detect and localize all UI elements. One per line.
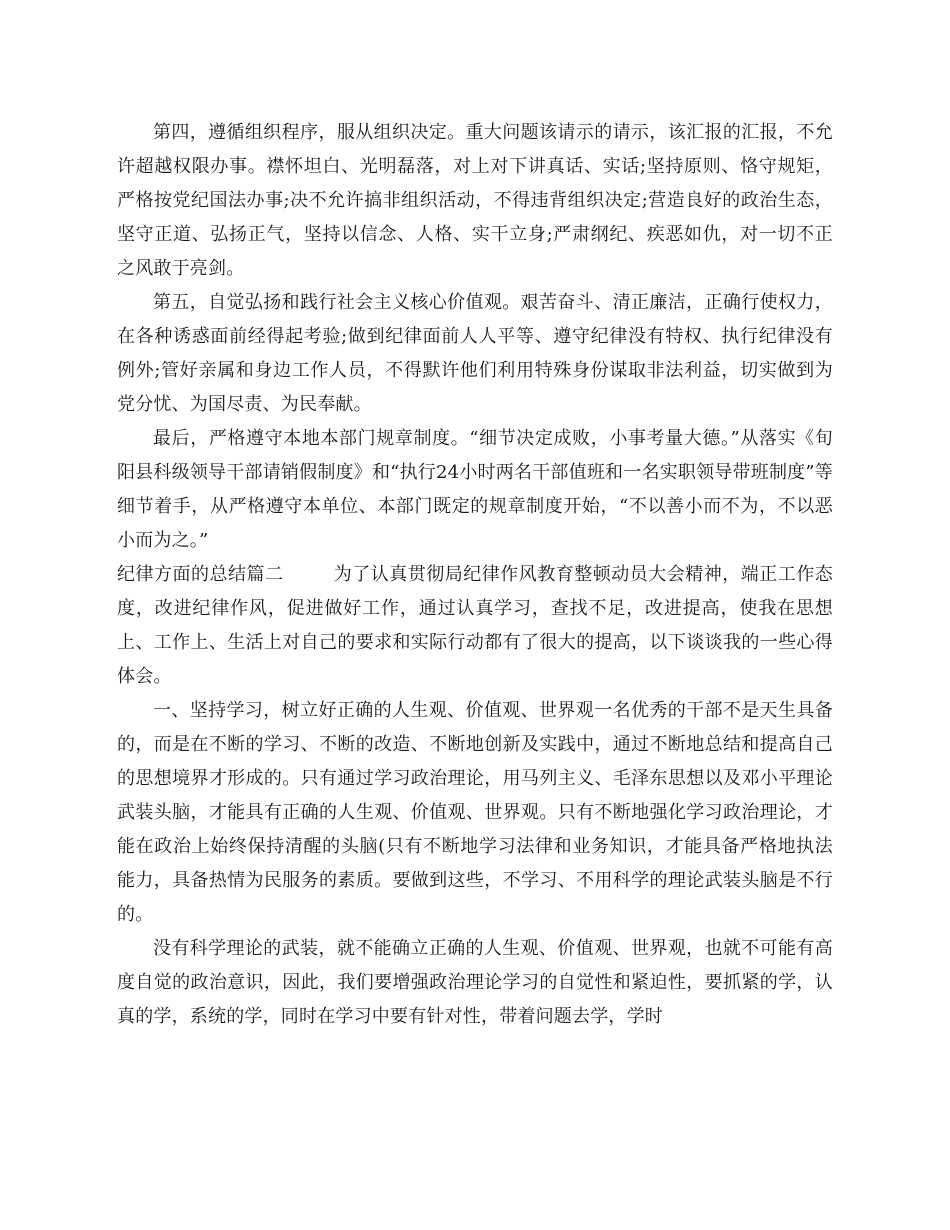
- document-body: [117, 116, 833, 1034]
- section-intro-text: 为了认真贯彻局纪律作风教育整顿动员大会精神，端正工作态度，改进纪律作风，促进做好工作，通过认真学习，查找不足，改进提高，使我在思想上、工作上、生活上对自己的要求和实际行动都有了很大的提高，以下谈谈我的一些心得体会。: [117, 564, 833, 687]
- paragraph-fourth: 第四，遵循组织程序，服从组织决定。重大问题该请示的请示，该汇报的汇报，不允许超越权限办事。襟怀坦白、光明磊落，对上对下讲真话、实话;坚持原则、恪守规矩，严格按党纪国法办事;决不允许搞非组织活动，不得违背组织决定;营造良好的政治生态，坚守正道、弘扬正气，坚持以信念、人格、实干立身;严肃纲纪、疾恶如仇，对一切不正之风敢于亮剑。: [117, 122, 833, 279]
- paragraph-fifth: 第五，自觉弘扬和践行社会主义核心价值观。艰苦奋斗、清正廉洁，正确行使权力，在各种诱惑面前经得起考验;做到纪律面前人人平等、遵守纪律没有特权、执行纪律没有例外;管好亲属和身边工作人员，不得默许他们利用特殊身份谋取非法利益，切实做到为党分忧、为国尽责、为民奉献。: [117, 292, 833, 415]
- paragraph-study: 一、坚持学习，树立好正确的人生观、价值观、世界观一名优秀的干部不是天生具备的，而是在不断的学习、不断的改造、不断地创新及实践中，通过不断地总结和提高自己的思想境界才形成的。只有通过学习政治理论，用马列主义、毛泽东思想以及邓小平理论武装头脑，才能具有正确的人生观、价值观、世界观。只有不断地强化学习政治理论，才能在政治上始终保持清醒的头脑(只有不断地学习法律和业务知识，才能具备严格地执法能力，具备热情为民服务的素质。要做到这些，不学习、不用科学的理论武装头脑是不行的。: [117, 700, 833, 925]
- section-two-intro: [117, 558, 833, 694]
- paragraph-finally: 最后，严格遵守本地本部门规章制度。“细节决定成败，小事考量大德。”从落实《旬阳县科级领导干部请销假制度》和“执行24小时两名干部值班和一名实职领导带班制度”等细节着手，从严格遵守本单位、本部门既定的规章制度开始，“不以善小而不为，不以恶小而为之。”: [117, 428, 833, 551]
- paragraph-theory: 没有科学理论的武装，就不能确立正确的人生观、价值观、世界观，也就不可能有高度自觉的政治意识，因此，我们要增强政治理论学习的自觉性和紧迫性，要抓紧的学，认真的学，系统的学，同时在学习中要有针对性，带着问题去学，学时: [117, 938, 833, 1027]
- section-title: 纪律方面的总结篇二: [117, 564, 284, 585]
